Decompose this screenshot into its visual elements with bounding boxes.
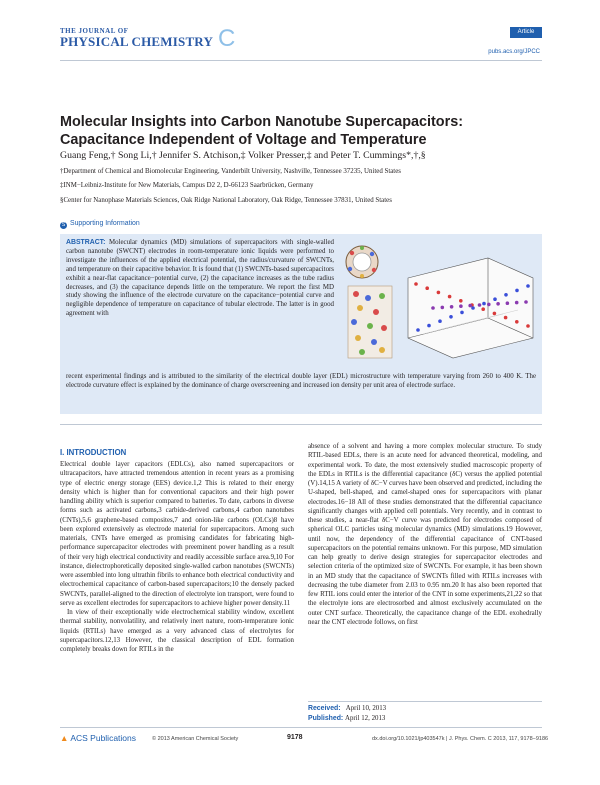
received-date xyxy=(308,704,386,713)
plot-point xyxy=(504,316,508,320)
plot-point xyxy=(493,312,497,316)
plot-point xyxy=(515,301,519,305)
intro-paragraph-2: In view of their exceptionally wide electrochemical stability window, excellent thermal stability, nonvolatility, and relatively inert nature, room-temperature ionic liquids (RTILs) have emerged as a very advanced class of electrolytes for supercapacitors.12,13 However, the classical description of EDL formation completely breaks down for RTILs in the xyxy=(60,609,294,653)
plot-point xyxy=(471,306,475,310)
received-label: Received: xyxy=(308,705,341,712)
plot-point xyxy=(504,293,508,297)
page-number: 9178 xyxy=(287,734,303,741)
doi-citation-link[interactable]: dx.doi.org/10.1021/jp403547k | J. Phys. Chem. C 2013, 117, 9178−9186 xyxy=(372,736,549,742)
acs-logo-icon: ▲ xyxy=(60,733,69,743)
nanotube-cross-section-icon xyxy=(346,246,378,278)
plot-point xyxy=(493,297,497,301)
plot-point xyxy=(438,319,442,323)
header-divider xyxy=(60,60,542,61)
plot-point xyxy=(416,328,420,332)
plot-point xyxy=(427,324,431,328)
plot-point xyxy=(441,306,445,310)
abstract-text-top xyxy=(66,239,334,319)
plot-point xyxy=(448,295,452,299)
left-column xyxy=(60,460,294,654)
published-label: Published: xyxy=(308,715,344,722)
abstract-body-top: Molecular dynamics (MD) simulations of supercapacitors with single-walled carbon nanotube (SWCNT) electrodes in room-temperature ionic liquids were performed to investigate the influences of the applied electrical potential, the radius/curvature of SWCNTs, and temperature on their capacitive behavior. It is found that (1) SWCNTs-based supercapacitors exhibit a near-flat capacitance−potential curve, (2) the capacitance increases as the tube radius decreases, and (3) the capacitance depends little on the temperature. We report the first MD study showing the influence of the electrode curvature on the capacitance−potential curve and negligible dependence of temperature on capacitance of tubular electrode. The latter is in good agreement with xyxy=(66,239,334,318)
plot-point xyxy=(449,315,453,319)
plot-point xyxy=(496,302,500,306)
journal-logo-letter: C xyxy=(218,25,236,52)
plot-point xyxy=(506,301,510,305)
capacitance-3d-plot xyxy=(408,258,533,358)
article-title: Molecular Insights into Carbon Nanotube Supercapacitors: Capacitance Independent of Voltage and Temperature xyxy=(60,114,463,148)
article-type-badge: Article xyxy=(510,27,542,38)
section-heading: I. INTRODUCTION xyxy=(60,448,127,457)
plot-point xyxy=(478,303,482,307)
abstract-text-bottom: recent experimental findings and is attributed to the similarity of the electrical double layer (EDL) microstructure with temperature varying from 260 to 400 K. The electrode curvature effect is explained by the dominance of charge overscreening and increased ion density per unit area of electrode surface. xyxy=(66,373,536,389)
affiliation-1: †Department of Chemical and Biomolecular Engineering, Vanderbilt University, Nashville, Tennessee 37235, United States xyxy=(60,168,401,175)
abstract-divider xyxy=(60,424,542,425)
plot-point xyxy=(526,324,530,328)
plot-point xyxy=(481,307,485,311)
intro-paragraph-3: absence of a solvent and having a more complex molecular structure. To study RTIL-based EDLs, there is an acute need for advanced theoretical, modeling, and experimental work. To date, the most extensively studied macroscopic property of the EDLs in RTILs is the differential capacitance (δC) versus the applied potential (V).14,15 A variety of δC−V curves have been observed and predicted, including the U-shaped, bell-shaped, and camel-shaped ones for supercapacitors with planar electrodes.16−18 All of these studies demonstrated that the differential capacitance significantly changes with applied cell potentials. Very recently, and in contrast to these studies, a near-flat δC−V curve was predicted for electrodes composed of spherical OLC particles using molecular dynamics (MD) simulations.19 However, until now, the dependency of the differential capacitance of CNT-based supercapacitors on the potential remains unknown. For this purpose, MD simulation can help greatly to derive design strategies for supercapacitor electrodes and selection criteria of the optimized size of SWCNTs. For example, it has been shown in an MD study that the capacitance of SWCNTs filled with RTILs increases with decreasing the tube diameter from 2.03 to 0.95 nm.20 It has also been reported that few RTIL ions could enter the interior of the CNT in some experiments,21,22 so that the electrolyte ions are electrosorbed and almost exclusively accumulated on the outer CNT surface. Theoretically, the capacitance change of the EDL exohedrally near the CNT electrode follows, on first xyxy=(308,443,542,626)
supporting-info-link[interactable] xyxy=(60,220,140,229)
info-icon: S xyxy=(61,222,66,228)
intro-paragraph-1: Electrical double layer capacitors (EDLCs), also named supercapacitors or ultracapacitors, have attracted tremendous attention in recent years as a promising type of electric energy storage (EES) device.1,2 This is related to their energy density which is higher than for conventional capacitors and their high power handling ability which is superior compared to batteries. To date, carbons in diverse forms such as activated carbons,3 carbide-derived carbons,4 carbon nanotubes (CNTs),5,6 graphene-based composites,7 and onion-like carbons (OLCs)8 have been explored extensively as electrode material for supercapacitors. Among such materials, CNTs have emerged as promising candidates for fabricating high-performance supercapacitor electrodes with preeminent power handling as a result of their very high electrical conductivity and readily accessible surface area.9,10 For instance, dielectrophoretically deposited single-walled carbon nanotubes (SWCNTs) were assembled into long ultrathin fibrils to enhance both electrical conductivity and electrochemical capacitance of carbon-based supercapacitors;10 the densely packed SWCNTs, parallel-aligned to the direction of electrolyte ion transport, were found to serve as excellent electrodes for supercapacitors to achieve higher power density.11 xyxy=(60,461,294,607)
plot-point xyxy=(431,306,435,310)
received-value: April 10, 2013 xyxy=(345,705,387,712)
plot-point xyxy=(460,311,464,315)
affiliation-3: §Center for Nanophase Materials Sciences, Oak Ridge National Laboratory, Oak Ridge, Tennessee 37831, United States xyxy=(60,197,392,204)
plot-point xyxy=(482,302,486,306)
plot-point xyxy=(524,300,528,304)
ion-cluster-icon xyxy=(348,286,392,358)
supporting-info-label: Supporting Information xyxy=(70,220,140,227)
author-list: Guang Feng,† Song Li,† Jennifer S. Atchison,‡ Volker Presser,‡ and Peter T. Cummings*,†,§ xyxy=(60,150,426,161)
publisher-name: ACS Publications xyxy=(70,733,136,743)
published-date xyxy=(308,714,385,723)
abstract-label: ABSTRACT: xyxy=(66,239,106,246)
plot-point xyxy=(450,305,454,309)
plot-point xyxy=(414,282,418,286)
journal-url-link[interactable]: pubs.acs.org/JPCC xyxy=(488,49,540,55)
journal-name-line2: PHYSICAL CHEMISTRY xyxy=(60,34,214,49)
plot-point xyxy=(487,303,491,307)
plot-point xyxy=(425,286,429,290)
plot-point xyxy=(515,289,519,293)
plot-point xyxy=(526,284,530,288)
journal-name-line1: THE JOURNAL OF xyxy=(60,27,129,35)
published-value: April 12, 2013 xyxy=(344,715,386,722)
plot-point xyxy=(459,304,463,308)
footer-divider xyxy=(60,727,542,728)
plot-point xyxy=(468,304,472,308)
plot-point xyxy=(437,291,441,295)
copyright-notice: © 2013 American Chemical Society xyxy=(152,736,239,742)
plot-point xyxy=(515,320,519,324)
toc-graphic xyxy=(338,238,538,370)
acs-publications-logo xyxy=(60,733,136,743)
affiliation-2: ‡INM−Leibniz-Institute for New Materials, Campus D2 2, D-66123 Saarbrücken, Germany xyxy=(60,182,314,189)
plot-point xyxy=(459,299,463,303)
dates-divider xyxy=(308,701,542,702)
right-column xyxy=(308,442,542,627)
